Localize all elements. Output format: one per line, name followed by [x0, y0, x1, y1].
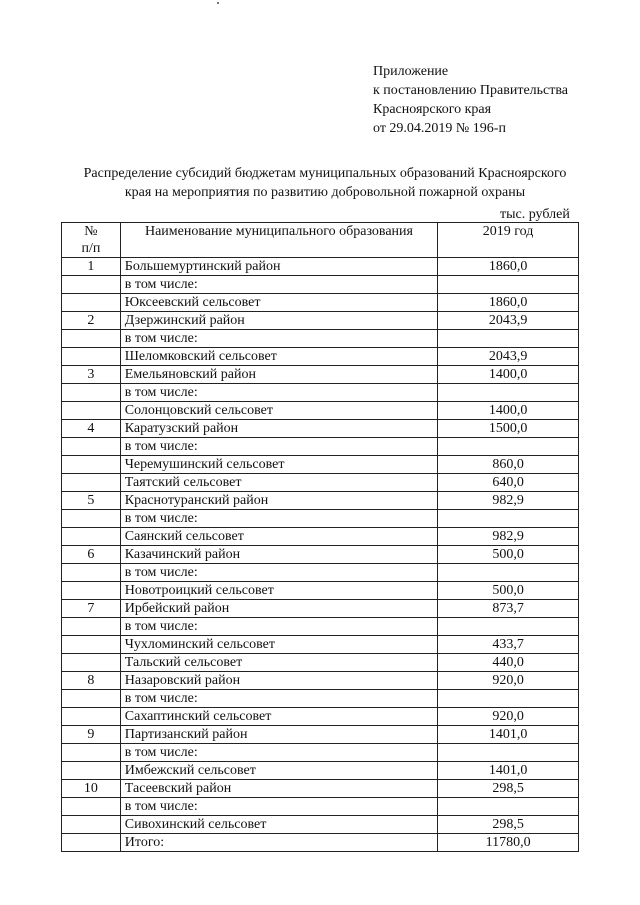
table-row — [62, 402, 579, 420]
row-number — [62, 438, 121, 456]
row-value: 1860,0 — [438, 258, 579, 276]
row-number — [62, 834, 121, 852]
row-number: 9 — [62, 726, 121, 744]
table-row — [62, 834, 579, 852]
row-number: 1 — [62, 258, 121, 276]
row-name: Емельяновский район — [120, 366, 437, 384]
table-row — [62, 600, 579, 618]
row-number — [62, 654, 121, 672]
header-number-line2: п/п — [81, 241, 101, 256]
row-number — [62, 276, 121, 294]
row-name: Краснотуранский район — [120, 492, 437, 510]
table-row — [62, 438, 579, 456]
table-row — [62, 258, 579, 276]
row-value — [438, 510, 579, 528]
row-number: 2 — [62, 312, 121, 330]
row-name: Тальский сельсовет — [120, 654, 437, 672]
row-number — [62, 798, 121, 816]
row-name: Шеломковский сельсовет — [120, 348, 437, 366]
row-name: в том числе: — [120, 384, 437, 402]
row-value — [438, 438, 579, 456]
row-number — [62, 528, 121, 546]
row-value — [438, 744, 579, 762]
row-value: 2043,9 — [438, 348, 579, 366]
row-name: Партизанский район — [120, 726, 437, 744]
row-name: Новотроицкий сельсовет — [120, 582, 437, 600]
title-line: Распределение субсидий бюджетам муниципальных образований Красноярского — [83, 166, 567, 181]
row-value: 1401,0 — [438, 726, 579, 744]
row-value — [438, 618, 579, 636]
row-name: Каратузский район — [120, 420, 437, 438]
table-row — [62, 330, 579, 348]
row-number: 6 — [62, 546, 121, 564]
appendix-date-line: от 29.04.2019 № 196-п — [373, 121, 506, 136]
appendix-line: Красноярского края — [373, 102, 492, 117]
row-name: в том числе: — [120, 438, 437, 456]
document-title — [60, 164, 590, 202]
row-number: 5 — [62, 492, 121, 510]
table-row — [62, 492, 579, 510]
header-number — [62, 223, 121, 258]
table-row — [62, 564, 579, 582]
row-number — [62, 348, 121, 366]
row-value: 1401,0 — [438, 762, 579, 780]
scan-speck — [217, 2, 219, 4]
row-value: 640,0 — [438, 474, 579, 492]
row-value — [438, 690, 579, 708]
table-row — [62, 726, 579, 744]
row-number — [62, 384, 121, 402]
table-row — [62, 672, 579, 690]
row-value: 500,0 — [438, 582, 579, 600]
row-number — [62, 636, 121, 654]
appendix-line: к постановлению Правительства — [373, 83, 569, 98]
row-name: в том числе: — [120, 564, 437, 582]
row-number — [62, 708, 121, 726]
row-number — [62, 294, 121, 312]
subsidy-table — [61, 222, 579, 852]
row-name: Сахаптинский сельсовет — [120, 708, 437, 726]
row-value: 982,9 — [438, 492, 579, 510]
row-name: Назаровский район — [120, 672, 437, 690]
table-row — [62, 798, 579, 816]
row-value: 860,0 — [438, 456, 579, 474]
row-value — [438, 384, 579, 402]
row-value — [438, 564, 579, 582]
row-number: 7 — [62, 600, 121, 618]
row-number — [62, 510, 121, 528]
row-value: 873,7 — [438, 600, 579, 618]
row-name: в том числе: — [120, 330, 437, 348]
table-row — [62, 510, 579, 528]
row-value: 1400,0 — [438, 402, 579, 420]
table-row — [62, 312, 579, 330]
row-number — [62, 564, 121, 582]
table-header-row — [62, 223, 579, 258]
row-value: 920,0 — [438, 672, 579, 690]
table-row — [62, 744, 579, 762]
table-row — [62, 708, 579, 726]
row-name: Большемуртинский район — [120, 258, 437, 276]
header-year: 2019 год — [438, 223, 579, 258]
row-name: Юксеевский сельсовет — [120, 294, 437, 312]
row-number — [62, 744, 121, 762]
table-body — [62, 258, 579, 852]
table-row — [62, 762, 579, 780]
table-row — [62, 420, 579, 438]
row-number: 10 — [62, 780, 121, 798]
row-name: в том числе: — [120, 744, 437, 762]
row-name: в том числе: — [120, 510, 437, 528]
row-name: Имбежский сельсовет — [120, 762, 437, 780]
row-value: 1500,0 — [438, 420, 579, 438]
row-name: Саянский сельсовет — [120, 528, 437, 546]
row-number — [62, 582, 121, 600]
row-number: 3 — [62, 366, 121, 384]
header-name: Наименование муниципального образования — [120, 223, 437, 258]
row-number: 4 — [62, 420, 121, 438]
table-row — [62, 456, 579, 474]
row-value — [438, 798, 579, 816]
table-row — [62, 528, 579, 546]
units-label: тыс. рублей — [500, 207, 570, 222]
row-name: Черемушинский сельсовет — [120, 456, 437, 474]
row-value: 1400,0 — [438, 366, 579, 384]
table-row — [62, 618, 579, 636]
row-name: Тасеевский район — [120, 780, 437, 798]
row-number — [62, 762, 121, 780]
title-line: края на мероприятия по развитию добровольной пожарной охраны — [124, 185, 526, 200]
row-name: в том числе: — [120, 276, 437, 294]
row-number — [62, 402, 121, 420]
table-row — [62, 276, 579, 294]
row-name: Казачинский район — [120, 546, 437, 564]
table-row — [62, 816, 579, 834]
table-row — [62, 636, 579, 654]
row-value: 920,0 — [438, 708, 579, 726]
row-name: Чухломинский сельсовет — [120, 636, 437, 654]
row-value — [438, 330, 579, 348]
appendix-line: Приложение — [373, 64, 449, 79]
table-row — [62, 582, 579, 600]
row-number — [62, 456, 121, 474]
row-value: 982,9 — [438, 528, 579, 546]
row-value — [438, 276, 579, 294]
row-name: Ирбейский район — [120, 600, 437, 618]
row-number — [62, 816, 121, 834]
row-name: Итого: — [120, 834, 437, 852]
table-row — [62, 366, 579, 384]
row-number — [62, 690, 121, 708]
table-row — [62, 294, 579, 312]
row-name: в том числе: — [120, 618, 437, 636]
table-row — [62, 348, 579, 366]
table-row — [62, 690, 579, 708]
row-number: 8 — [62, 672, 121, 690]
appendix-block — [373, 62, 568, 138]
row-name: Солонцовский сельсовет — [120, 402, 437, 420]
row-number — [62, 618, 121, 636]
row-name: Таятский сельсовет — [120, 474, 437, 492]
row-name: в том числе: — [120, 798, 437, 816]
header-number-line1: № — [84, 224, 98, 239]
table-row — [62, 654, 579, 672]
table-row — [62, 546, 579, 564]
row-name: Сивохинский сельсовет — [120, 816, 437, 834]
row-value: 1860,0 — [438, 294, 579, 312]
row-number — [62, 474, 121, 492]
row-value: 2043,9 — [438, 312, 579, 330]
row-name: в том числе: — [120, 690, 437, 708]
row-number — [62, 330, 121, 348]
row-value: 440,0 — [438, 654, 579, 672]
table-row — [62, 384, 579, 402]
row-value: 298,5 — [438, 780, 579, 798]
row-value: 500,0 — [438, 546, 579, 564]
table-row — [62, 780, 579, 798]
table-row — [62, 474, 579, 492]
row-value: 11780,0 — [438, 834, 579, 852]
row-value: 298,5 — [438, 816, 579, 834]
row-name: Дзержинский район — [120, 312, 437, 330]
row-value: 433,7 — [438, 636, 579, 654]
